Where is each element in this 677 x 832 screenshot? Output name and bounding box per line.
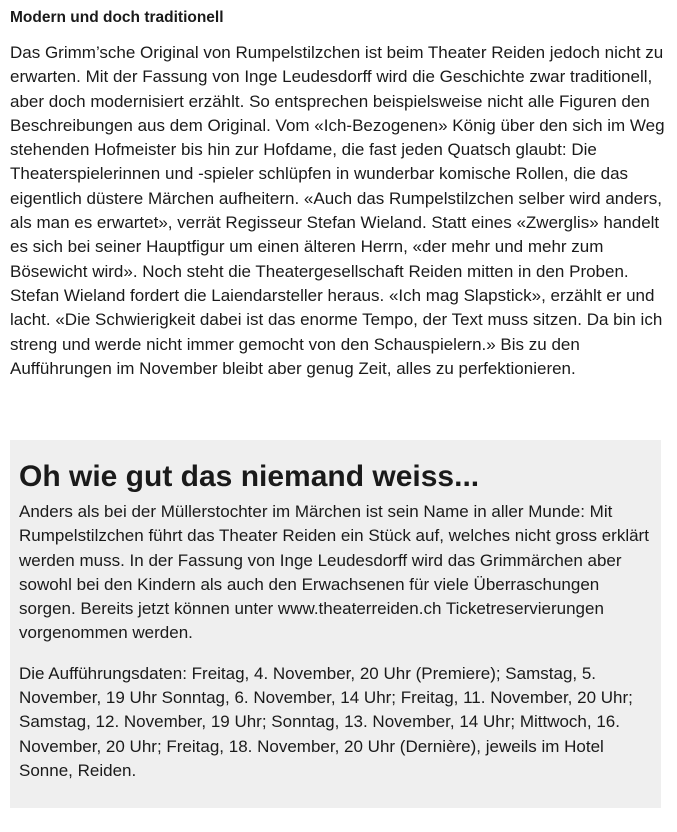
info-box-paragraph-intro: Anders als bei der Müllerstochter im Märchen ist sein Name in aller Munde: Mit Rumpelstilzchen führt das Theater Reiden ein Stück auf, welches nicht gross erklärt werden muss. In der Fassung von Inge Leudesdorff wird das Grimmärchen aber sowohl bei den Kindern als auch den Erwachsenen für viele Überraschungen sorgen. Bereits jetzt können unter www.theaterreiden.ch Ticketreservierungen vorgenommen werden. xyxy=(19,502,649,643)
info-box xyxy=(10,440,661,808)
article xyxy=(10,8,666,381)
article-subheading: Modern und doch traditionell xyxy=(10,9,224,26)
article-body: Das Grimm’sche Original von Rumpelstilzchen ist beim Theater Reiden jedoch nicht zu erwarten. Mit der Fassung von Inge Leudesdorff wird die Geschichte zwar traditionell, aber doch modernisiert erzählt. So entsprechen beispielsweise nicht alle Figuren den Beschreibungen aus dem Original. Vom «Ich-Bezogenen» König über den sich im Weg stehenden Hofmeister bis hin zur Hofdame, die fast jeden Quatsch glaubt: Die Theaterspielerinnen und -spieler schlüpfen in wunderbar komische Rollen, die das eigentlich düstere Märchen aufheitern. «Auch das Rumpelstilzchen selber wird anders, als man es erwartet», verrät Regisseur Stefan Wieland. Statt eines «Zwerglis» handelt es sich bei seiner Hauptfigur um einen älteren Herrn, «der mehr und mehr zum Bösewicht wird». Noch steht die Theatergesellschaft Reiden mitten in den Proben. Stefan Wieland fordert die Laiendarsteller heraus. «Ich mag Slapstick», erzählt er und lacht. «Die Schwierigkeit dabei ist das enorme Tempo, der Text muss sitzen. Da bin ich streng und werde nicht immer gemocht von den Schauspielern.» Bis zu den Aufführungen im November bleibt aber genug Zeit, alles zu perfektionieren. xyxy=(10,43,665,378)
info-box-paragraph-dates: Die Aufführungsdaten: Freitag, 4. November, 20 Uhr (Premiere); Samstag, 5. November, 19 Uhr Sonntag, 6. November, 14 Uhr; Freitag, 11. November, 20 Uhr; Samstag, 12. November, 19 Uhr; Sonntag, 13. November, 14 Uhr; Mittwoch, 16. November, 20 Uhr; Freitag, 18. November, 20 Uhr (Dernière), jeweils im Hotel Sonne, Reiden. xyxy=(19,663,633,780)
info-box-title: Oh wie gut das niemand weiss... xyxy=(19,460,480,493)
